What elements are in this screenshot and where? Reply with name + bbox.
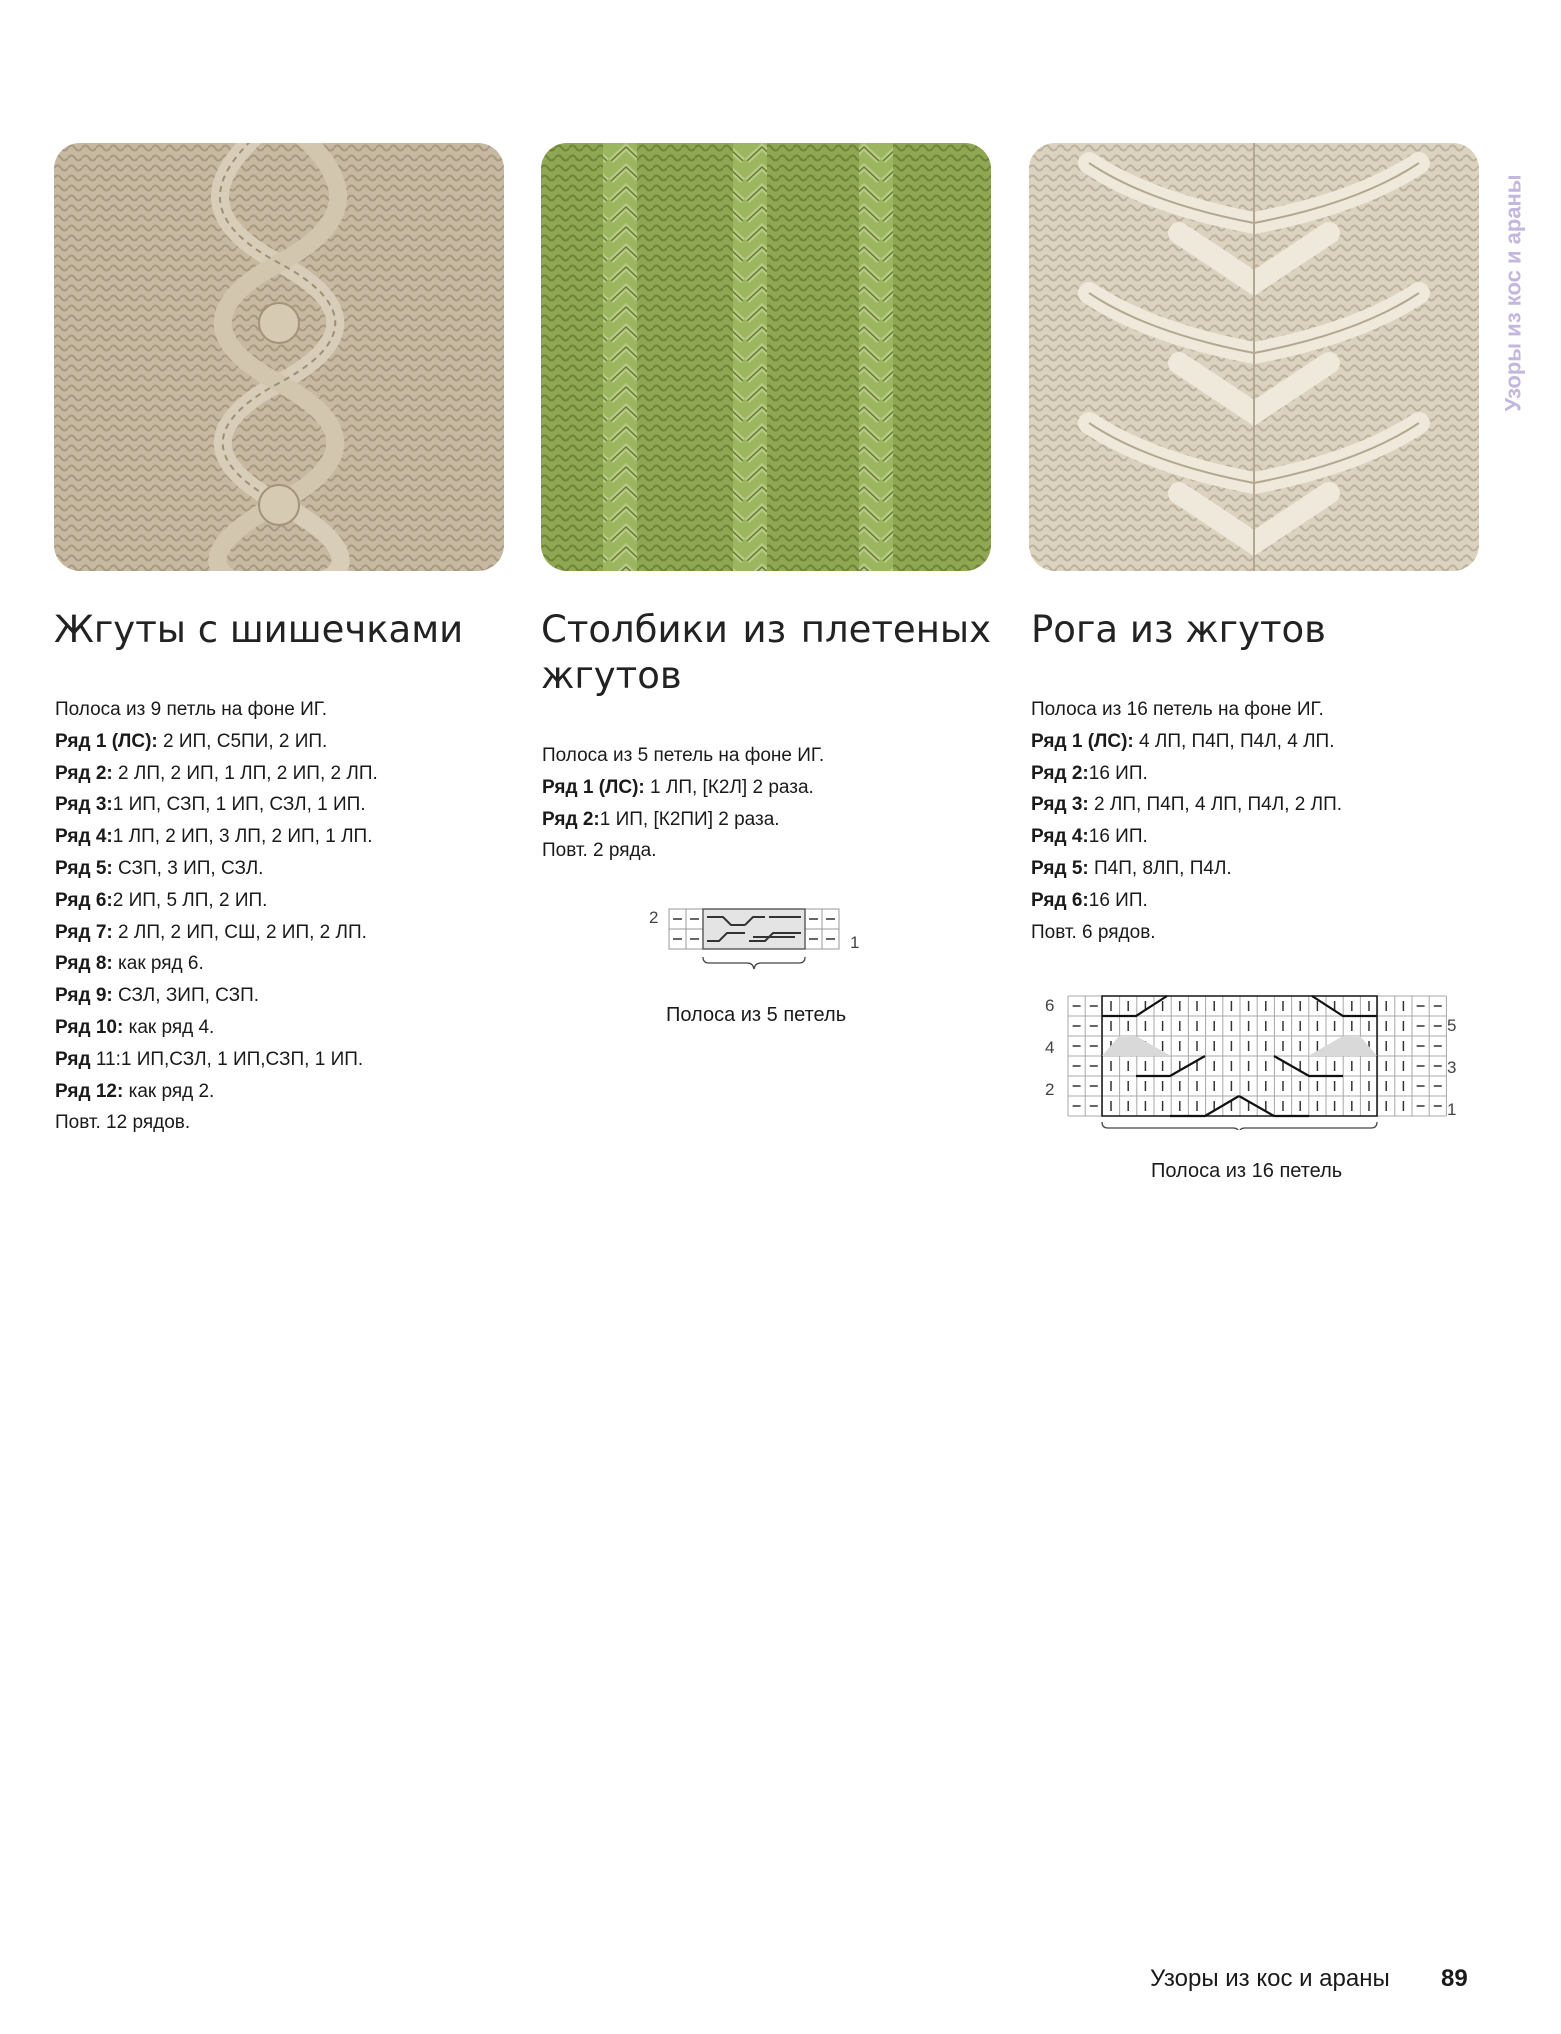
instruction-line: Ряд 1 (ЛС): 4 ЛП, П4П, П4Л, 4 ЛП. [1031, 730, 1335, 752]
instruction-line: Ряд 2:1 ИП, [К2ПИ] 2 раза. [542, 808, 780, 830]
instruction-line: Ряд 8: как ряд 6. [55, 953, 204, 975]
instruction-line: Ряд 1 (ЛС): 2 ИП, С5ПИ, 2 ИП. [55, 730, 328, 752]
instruction-line: Ряд 4:16 ИП. [1031, 826, 1148, 848]
instruction-line: Ряд 5: СЗП, 3 ИП, СЗЛ. [55, 857, 264, 879]
knit-swatch-horn-cables-icon [1029, 143, 1479, 571]
knit-swatch-braided-columns-icon [541, 143, 991, 571]
pattern-instructions [542, 740, 824, 867]
instruction-line: Ряд 6:2 ИП, 5 ЛП, 2 ИП. [55, 889, 268, 911]
pattern-title: Жгуты с шишечками [54, 608, 464, 651]
chart-row-label: 4 [1045, 1038, 1055, 1057]
chart-caption: Полоса из 16 петель [1151, 1160, 1343, 1182]
instruction-line: Ряд 3:1 ИП, СЗП, 1 ИП, СЗЛ, 1 ИП. [55, 794, 366, 816]
chart-caption: Полоса из 5 петель [666, 1004, 847, 1026]
instruction-line: Ряд 3: 2 ЛП, П4П, 4 ЛП, П4Л, 2 ЛП. [1031, 794, 1343, 816]
swatch-image-horn-cables [1029, 143, 1479, 571]
stitch-chart-16 [1037, 990, 1467, 1130]
swatch-image-braided-columns [541, 143, 991, 571]
instruction-line: Ряд 4:1 ЛП, 2 ИП, 3 ЛП, 2 ИП, 1 ЛП. [55, 826, 373, 848]
instruction-line: Ряд 1 (ЛС): 1 ЛП, [К2Л] 2 раза. [542, 776, 814, 798]
instruction-line: Повт. 6 рядов. [1031, 921, 1156, 943]
pattern-title: Столбики из плетеных жгутов [541, 608, 991, 697]
footer-section-title: Узоры из кос и араны [1150, 1965, 1390, 1992]
instruction-line: Ряд 7: 2 ЛП, 2 ИП, СШ, 2 ИП, 2 ЛП. [55, 921, 367, 943]
instruction-line: Ряд 2: 2 ЛП, 2 ИП, 1 ЛП, 2 ИП, 2 ЛП. [55, 762, 378, 784]
swatch-image-bobble-cable [54, 143, 504, 571]
chart-row-label: 1 [850, 933, 860, 952]
chart-row-label: 2 [649, 908, 659, 927]
instruction-line: Ряд 11:1 ИП,СЗЛ, 1 ИП,СЗП, 1 ИП. [55, 1048, 364, 1070]
chart-row-label: 2 [1045, 1080, 1055, 1099]
chart-row-label: 1 [1447, 1100, 1457, 1119]
instruction-line: Повт. 2 ряда. [542, 840, 657, 862]
side-tab-label: Узоры из кос и араны [1501, 174, 1527, 412]
instruction-line: Полоса из 9 петль на фоне ИГ. [55, 699, 328, 720]
chart-row-label: 5 [1447, 1016, 1457, 1035]
instruction-line: Полоса из 16 петель на фоне ИГ. [1031, 699, 1324, 720]
knit-swatch-bobble-cable-icon [54, 143, 504, 571]
instruction-line: Ряд 5: П4П, 8ЛП, П4Л. [1031, 857, 1232, 879]
instruction-line: Ряд 10: как ряд 4. [55, 1016, 215, 1038]
instruction-line: Ряд 9: СЗЛ, ЗИП, СЗП. [55, 985, 260, 1007]
instruction-line: Полоса из 5 петель на фоне ИГ. [542, 745, 825, 766]
instruction-line: Ряд 2:16 ИП. [1031, 762, 1148, 784]
pattern-instructions [55, 694, 378, 1139]
pattern-title: Рога из жгутов [1031, 608, 1326, 651]
chart-row-label: 3 [1447, 1058, 1457, 1077]
instruction-line: Повт. 12 рядов. [55, 1112, 191, 1134]
stitch-chart-5 [645, 905, 885, 975]
pattern-instructions [1031, 694, 1342, 948]
instruction-line: Ряд 12: как ряд 2. [55, 1080, 215, 1102]
page-number: 89 [1441, 1965, 1468, 1992]
chart-row-label: 6 [1045, 996, 1055, 1015]
instruction-line: Ряд 6:16 ИП. [1031, 889, 1148, 911]
section-side-tab [1496, 174, 1532, 412]
